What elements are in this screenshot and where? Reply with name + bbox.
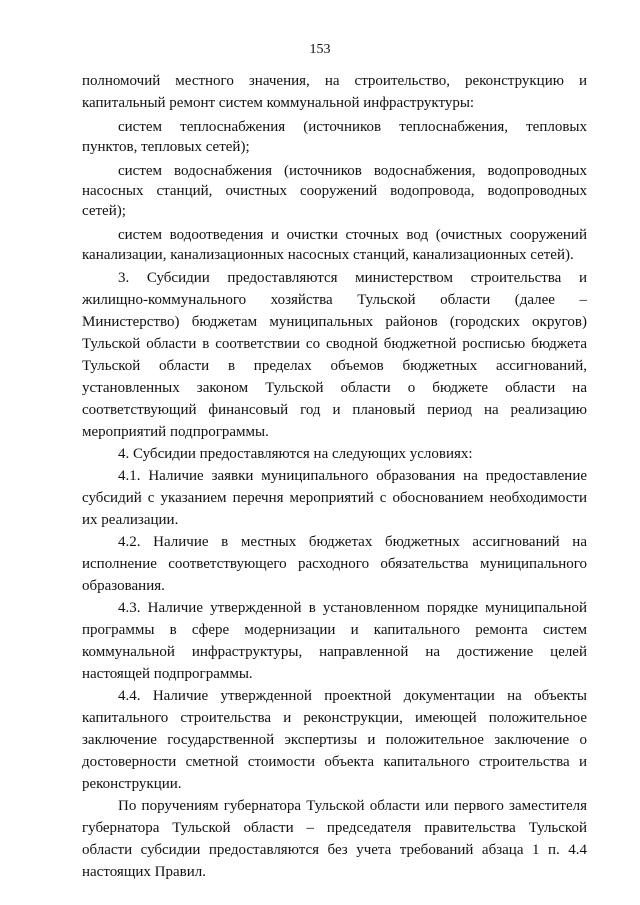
text-line: 4.1. Наличие заявки муниципального образования на предоставление: [118, 468, 587, 484]
text-line: жилищно-коммунального хозяйства Тульской области (далее –: [82, 292, 587, 308]
text-line: субсидий с указанием перечня мероприятий с обоснованием необходимости: [82, 490, 587, 506]
text-line: программы в сфере модернизации и капитального ремонта систем: [82, 622, 587, 638]
text-line: образования.: [82, 578, 165, 594]
text-line: 3. Субсидии предоставляются министерством строительства и: [118, 270, 587, 286]
text-line: заключение государственной экспертизы и положительное заключение о: [82, 732, 587, 748]
text-line: сетей);: [82, 203, 126, 219]
page-number: 153: [309, 42, 331, 57]
text-line: 4.3. Наличие утвержденной в установленном порядке муниципальной: [118, 600, 587, 616]
text-line: соответствующий финансовый год и плановый период на реализацию: [82, 402, 587, 418]
text-line: насосных станций, очистных сооружений водопровода, водопроводных: [82, 183, 587, 199]
text-line: капитальный ремонт систем коммунальной инфраструктуры:: [82, 95, 475, 111]
text-line: систем водоснабжения (источников водоснабжения, водопроводных: [118, 163, 587, 179]
text-line: реконструкции.: [82, 776, 182, 792]
text-line: Тульской области в соответствии со сводной бюджетной росписью бюджета: [82, 336, 587, 352]
text-line: систем водоотведения и очистки сточных вод (очистных сооружений: [118, 227, 587, 243]
text-line: установленных законом Тульской области о бюджете области на: [82, 380, 587, 396]
text-line: полномочий местного значения, на строительство, реконструкцию и: [82, 73, 587, 89]
text-line: мероприятий подпрограммы.: [82, 424, 269, 440]
text-line: достоверности сметной стоимости объекта капитального строительства и: [82, 754, 587, 770]
text-line: 4.4. Наличие утвержденной проектной документации на объекты: [118, 688, 587, 704]
text-line: капитального строительства и реконструкции, имеющей положительное: [82, 710, 587, 726]
text-line: 4.2. Наличие в местных бюджетах бюджетных ассигнований на: [118, 534, 587, 550]
text-line: настоящей подпрограммы.: [82, 666, 253, 682]
text-line: По поручениям губернатора Тульской области или первого заместителя: [118, 798, 587, 814]
text-line: пунктов, тепловых сетей);: [82, 139, 250, 155]
text-line: губернатора Тульской области – председателя правительства Тульской: [82, 820, 587, 836]
text-line: Тульской области в пределах объемов бюджетных ассигнований,: [82, 358, 587, 374]
text-line: их реализации.: [82, 512, 179, 528]
text-line: области субсидии предоставляются без учета требований абзаца 1 п. 4.4: [82, 842, 587, 858]
text-line: канализации, канализационных насосных станций, канализационных сетей).: [82, 247, 574, 263]
text-line: настоящих Правил.: [82, 864, 206, 880]
text-line: коммунальной инфраструктуры, направленной на достижение целей: [82, 644, 587, 660]
text-line: исполнение соответствующего расходного обязательства муниципального: [82, 556, 587, 572]
text-line: систем теплоснабжения (источников теплоснабжения, тепловых: [118, 119, 587, 135]
text-line: Министерство) бюджетам муниципальных районов (городских округов): [82, 314, 587, 330]
text-line: 4. Субсидии предоставляются на следующих условиях:: [118, 446, 473, 462]
